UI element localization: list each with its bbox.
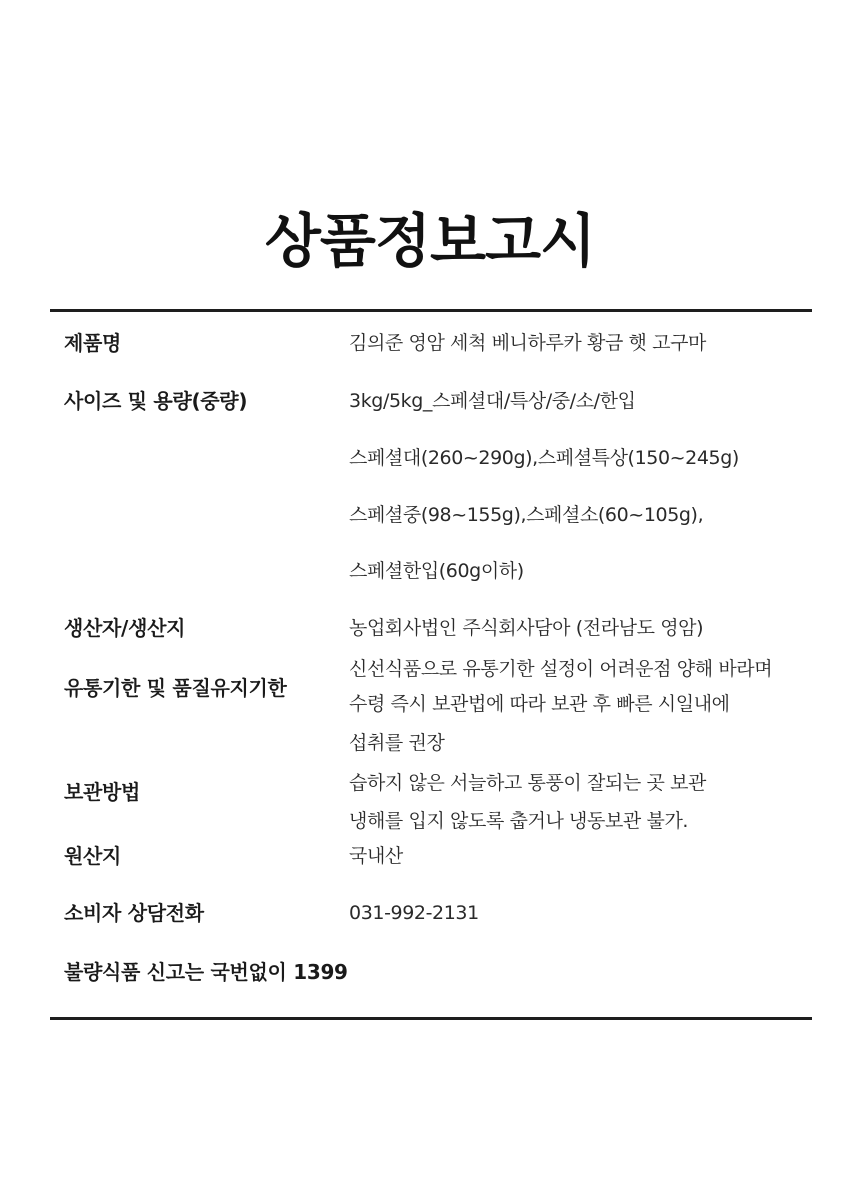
- value-size-weight-line-3: 스페셜중(98~155g),스페셜소(60~105g),: [349, 504, 704, 526]
- page-title: 상품정보고시: [264, 207, 596, 275]
- value-size-weight-line-1: 3kg/5kg_스페셜대/특상/중/소/한입: [349, 390, 636, 412]
- value-size-weight-line-2: 스페셜대(260~290g),스페셜특상(150~245g): [349, 447, 739, 469]
- value-expiry-line-1: 신선식품으로 유통기한 설정이 어려운점 양해 바라며: [349, 658, 773, 680]
- value-producer: 농업회사법인 주식회사담아 (전라남도 영암): [349, 617, 704, 639]
- value-origin: 국내산: [349, 845, 403, 867]
- label-product-name: 제품명: [64, 331, 122, 355]
- label-expiry: 유통기한 및 품질유지기한: [64, 676, 287, 700]
- value-expiry-line-2: 수령 즉시 보관법에 따라 보관 후 빠른 시일내에: [349, 693, 730, 715]
- value-customer-phone: 031-992-2131: [349, 902, 479, 924]
- value-size-weight-line-4: 스페셜한입(60g이하): [349, 560, 524, 582]
- top-divider: [50, 309, 812, 312]
- value-product-name: 김의준 영암 세척 베니하루카 황금 햇 고구마: [349, 332, 707, 354]
- value-expiry-line-3: 섭취를 권장: [349, 732, 445, 754]
- label-producer: 생산자/생산지: [64, 616, 186, 640]
- bottom-divider: [50, 1017, 812, 1020]
- value-storage-line-1: 습하지 않은 서늘하고 통풍이 잘되는 곳 보관: [349, 772, 707, 794]
- label-customer-phone: 소비자 상담전화: [64, 901, 204, 925]
- footer-report-note: 불량식품 신고는 국번없이 1399: [64, 960, 348, 984]
- label-size-weight: 사이즈 및 용량(중량): [64, 389, 248, 413]
- label-storage: 보관방법: [64, 780, 141, 804]
- value-storage-line-2: 냉해를 입지 않도록 춥거나 냉동보관 불가.: [349, 810, 689, 832]
- label-origin: 원산지: [64, 844, 122, 868]
